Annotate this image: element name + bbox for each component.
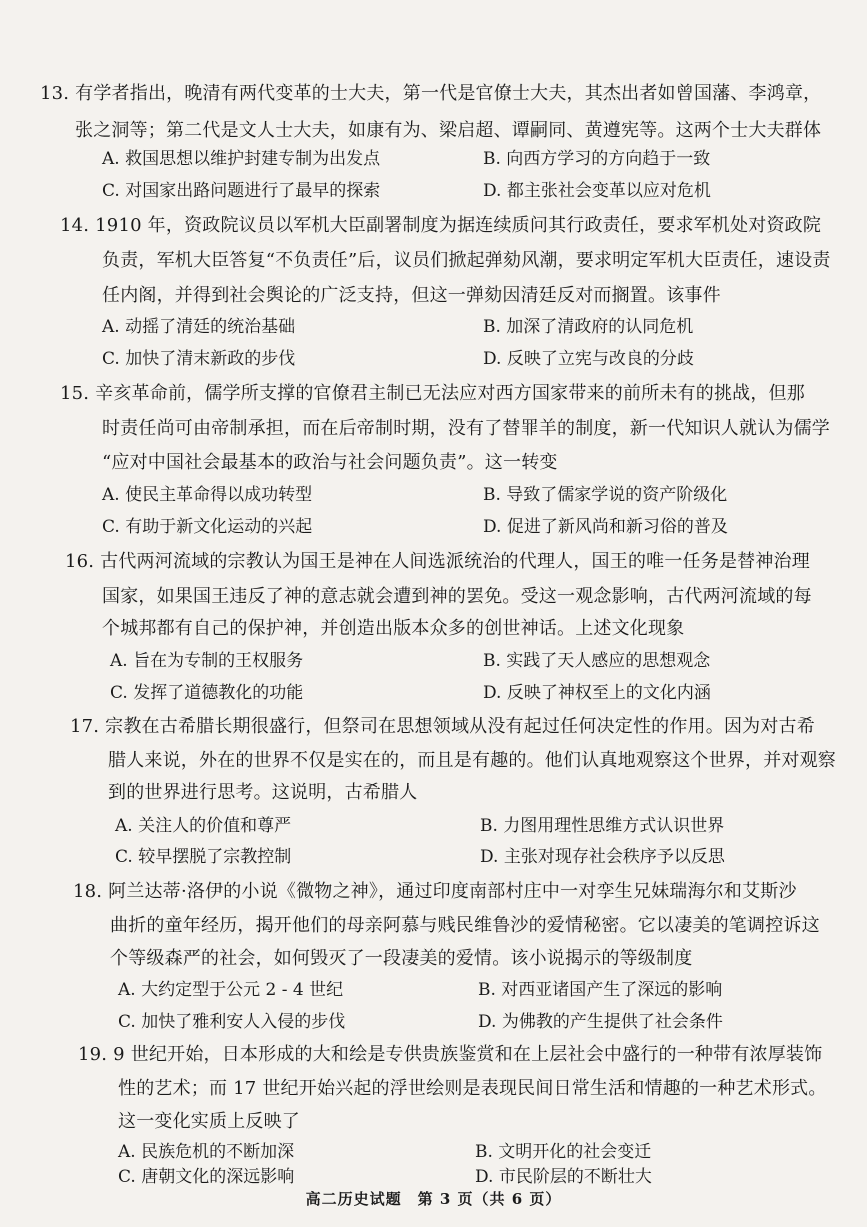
option-c: C. 较早摆脱了宗教控制 xyxy=(115,847,292,867)
option-a: A. 使民主革命得以成功转型 xyxy=(102,485,313,505)
option-c: C. 有助于新文化运动的兴起 xyxy=(102,517,313,537)
question-text-line: 13. 有学者指出，晚清有两代变革的士大夫，第一代是官僚士大夫，其杰出者如曾国藩、李鸿章， xyxy=(40,83,822,104)
page-footer: 高二历史试题 第 3 页（共 6 页） xyxy=(305,1190,562,1208)
option-b: B. 加深了清政府的认同危机 xyxy=(483,317,694,337)
question-text-line: 个城邦都有自己的保护神，并创造出版本众多的创世神话。上述文化现象 xyxy=(102,618,685,639)
question-text-line: 曲折的童年经历，揭开他们的母亲阿慕与贱民维鲁沙的爱情秘密。它以凄美的笔调控诉这 xyxy=(110,915,820,936)
option-b: B. 对西亚诸国产生了深远的影响 xyxy=(478,980,723,1000)
option-c: C. 加快了雅利安人入侵的步伐 xyxy=(118,1012,346,1032)
question-text-line: 到的世界进行思考。这说明，古希腊人 xyxy=(108,782,418,803)
question-text-line: “应对中国社会最基本的政治与社会问题负责”。这一转变 xyxy=(102,452,558,473)
option-d: D. 为佛教的产生提供了社会条件 xyxy=(478,1012,723,1032)
question-text-line: 16. 古代两河流域的宗教认为国王是神在人间选派统治的代理人，国王的唯一任务是替神治理 xyxy=(65,551,810,572)
option-c: C. 发挥了道德教化的功能 xyxy=(110,683,304,703)
option-d: D. 反映了立宪与改良的分歧 xyxy=(483,349,694,369)
question-text-line: 国家，如果国王违反了神的意志就会遭到神的罢免。受这一观念影响，古代两河流域的每 xyxy=(102,586,812,607)
option-a: A. 动摇了清廷的统治基础 xyxy=(102,317,296,337)
option-d: D. 市民阶层的不断壮大 xyxy=(475,1167,652,1187)
question-text-line: 15. 辛亥革命前，儒学所支撑的官僚君主制已无法应对西方国家带来的前所未有的挑战，但那 xyxy=(60,383,805,404)
option-b: B. 导致了儒家学说的资产阶级化 xyxy=(483,485,728,505)
question-text-line: 18. 阿兰达蒂·洛伊的小说《微物之神》，通过印度南部村庄中一对孪生兄妹瑞海尔和艾斯沙 xyxy=(73,881,797,902)
option-a: A. 关注人的价值和尊严 xyxy=(115,816,292,836)
option-b: B. 力图用理性思维方式认识世界 xyxy=(480,816,725,836)
question-text-line: 19. 9 世纪开始，日本形成的大和绘是专供贵族鉴赏和在上层社会中盛行的一种带有浓厚装饰 xyxy=(78,1044,823,1065)
question-text-line: 张之洞等；第二代是文人士大夫，如康有为、梁启超、谭嗣同、黄遵宪等。这两个士大夫群体 xyxy=(75,120,822,141)
option-a: A. 民族危机的不断加深 xyxy=(118,1142,295,1162)
option-d: D. 都主张社会变革以应对危机 xyxy=(483,181,711,201)
question-text-line: 负责，军机大臣答复“不负责任”后，议员们掀起弹劾风潮，要求明定军机大臣责任，速设责 xyxy=(102,250,831,271)
option-d: D. 反映了神权至上的文化内涵 xyxy=(483,683,711,703)
option-c: C. 唐朝文化的深远影响 xyxy=(118,1167,295,1187)
question-text-line: 14. 1910 年，资政院议员以军机大臣副署制度为据连续质问其行政责任，要求军机处对资政院 xyxy=(60,215,822,236)
option-c: C. 对国家出路问题进行了最早的探索 xyxy=(102,181,381,201)
option-b: B. 实践了天人感应的思想观念 xyxy=(483,651,711,671)
option-a: A. 大约定型于公元 2 - 4 世纪 xyxy=(118,980,344,1000)
question-text-line: 个等级森严的社会，如何毁灭了一段凄美的爱情。该小说揭示的等级制度 xyxy=(110,948,693,969)
question-text-line: 17. 宗教在古希腊长期很盛行，但祭司在思想领域从没有起过任何决定性的作用。因为对古希 xyxy=(70,716,815,737)
option-c: C. 加快了清末新政的步伐 xyxy=(102,349,296,369)
option-d: D. 促进了新风尚和新习俗的普及 xyxy=(483,517,728,537)
option-a: A. 旨在为专制的王权服务 xyxy=(110,651,304,671)
question-text-line: 腊人来说，外在的世界不仅是实在的，而且是有趣的。他们认真地观察这个世界，并对观察 xyxy=(108,750,836,771)
question-text-line: 时责任尚可由帝制承担，而在后帝制时期，没有了替罪羊的制度，新一代知识人就认为儒学 xyxy=(102,418,830,439)
question-text-line: 任内阁，并得到社会舆论的广泛支持，但这一弹劾因清廷反对而搁置。该事件 xyxy=(102,285,721,306)
option-b: B. 文明开化的社会变迁 xyxy=(475,1142,652,1162)
option-a: A. 救国思想以维护封建专制为出发点 xyxy=(102,149,381,169)
option-d: D. 主张对现存社会秩序予以反思 xyxy=(480,847,725,867)
question-text-line: 性的艺术；而 17 世纪开始兴起的浮世绘则是表现民间日常生活和情趣的一种艺术形式。 xyxy=(118,1078,827,1099)
question-text-line: 这一变化实质上反映了 xyxy=(118,1111,300,1132)
option-b: B. 向西方学习的方向趋于一致 xyxy=(483,149,711,169)
